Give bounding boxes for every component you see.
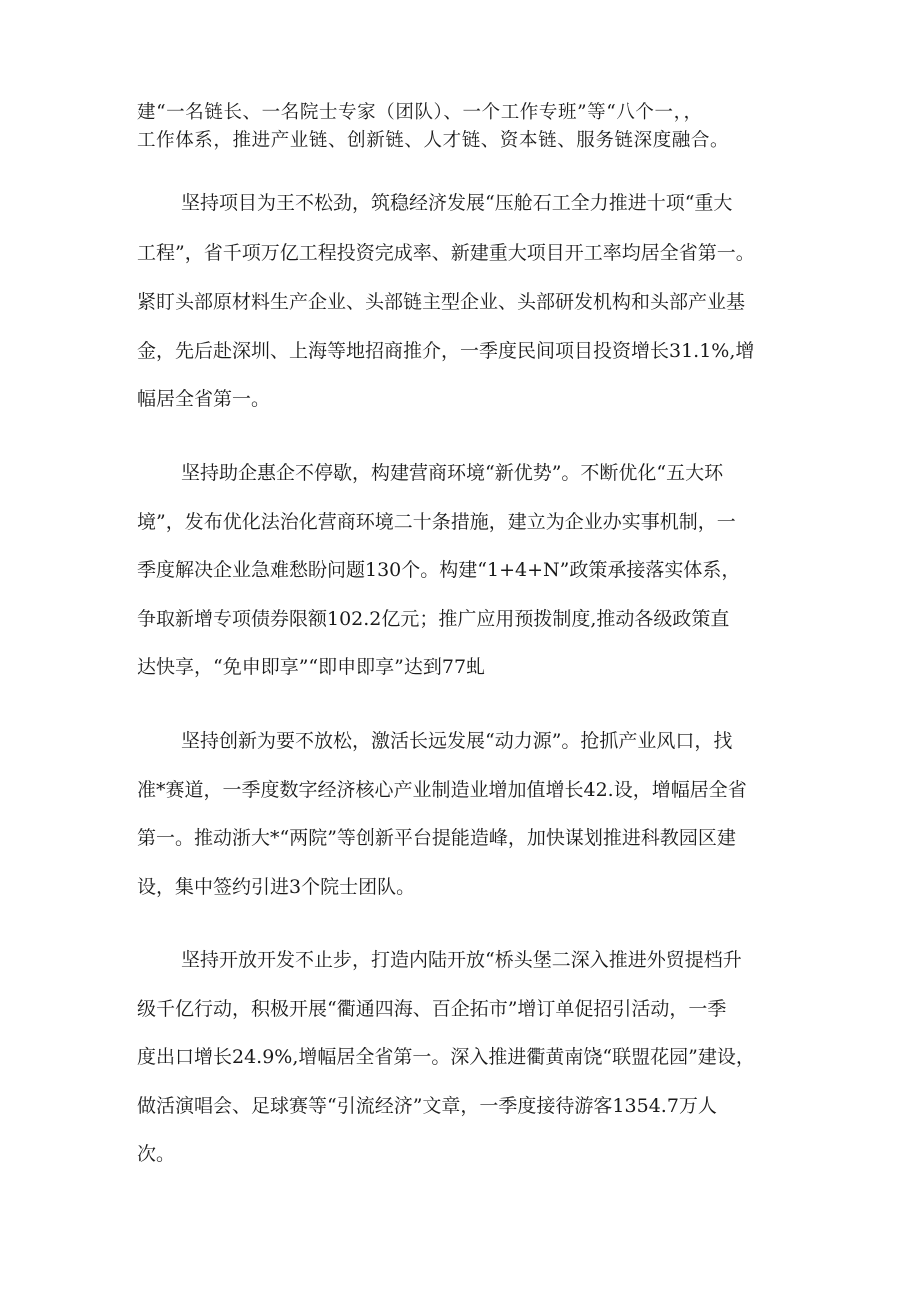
text-line: 做活演唱会、足球赛等“引流经济”文章，一季度接待游客1354.7万人 (137, 1095, 717, 1117)
text-line: 坚持创新为要不放松，激活长远发展“动力源”。抢抓产业风口，找 (181, 730, 733, 752)
text-line: 季度解决企业急难愁盼问题130个。构建“1+4+N”政策承接落实体系， (137, 559, 741, 581)
text-line: 紧盯头部原材料生产企业、头部链主型企业、头部研发机构和头部产业基 (137, 291, 746, 313)
text-line: 建“一名链长、一名院士专家（团队）、一个工作专班”等“八个一，， (137, 102, 703, 123)
text-line: 幅居全省第一。 (137, 388, 271, 410)
text-line: 坚持助企惠企不停歇，构建营商环境“新优势”。不断优化“五大环 (181, 462, 724, 484)
text-line: 金，先后赴深圳、上海等地招商推介，一季度民间项目投资增长31.1%,增 (137, 340, 755, 362)
text-line: 级千亿行动，积极开展“衢通四海、百企拓市”增订单促招引活动，一季 (137, 998, 727, 1020)
text-line: 准*赛道，一季度数字经济核心产业制造业增加值增长42.设，增幅居全省 (137, 779, 747, 801)
text-line: 度出口增长24.9%,增幅居全省第一。深入推进衢黄南饶“联盟花园”建设， (137, 1046, 755, 1068)
text-line: 次。 (137, 1143, 176, 1165)
text-line: 争取新增专项债券限额102.2亿元；推广应用预拨制度,推动各级政策直 (137, 608, 730, 630)
text-line: 设，集中签约引进3个院士团队。 (137, 876, 416, 898)
text-line: 坚持项目为王不松劲，筑稳经济发展“压舱石工全力推进十项“重大 (181, 192, 733, 214)
text-line: 工程”，省千项万亿工程投资完成率、新建重大项目开工率均居全省第一。 (137, 242, 755, 264)
text-line: 坚持开放开发不止步，打造内陆开放“桥头堡二深入推进外贸提档升 (181, 949, 742, 971)
text-line: 达快享，“免申即享”“即申即享”达到77虬 (137, 656, 486, 678)
text-line: 工作体系，推进产业链、创新链、人才链、资本链、服务链深度融合。 (137, 130, 730, 151)
text-line: 境”，发布优化法治化营商环境二十条措施，建立为企业办实事机制，一 (137, 511, 736, 533)
text-line: 第一。推动浙大*“两院”等创新平台提能造峰，加快谋划推进科教园区建 (137, 827, 736, 849)
